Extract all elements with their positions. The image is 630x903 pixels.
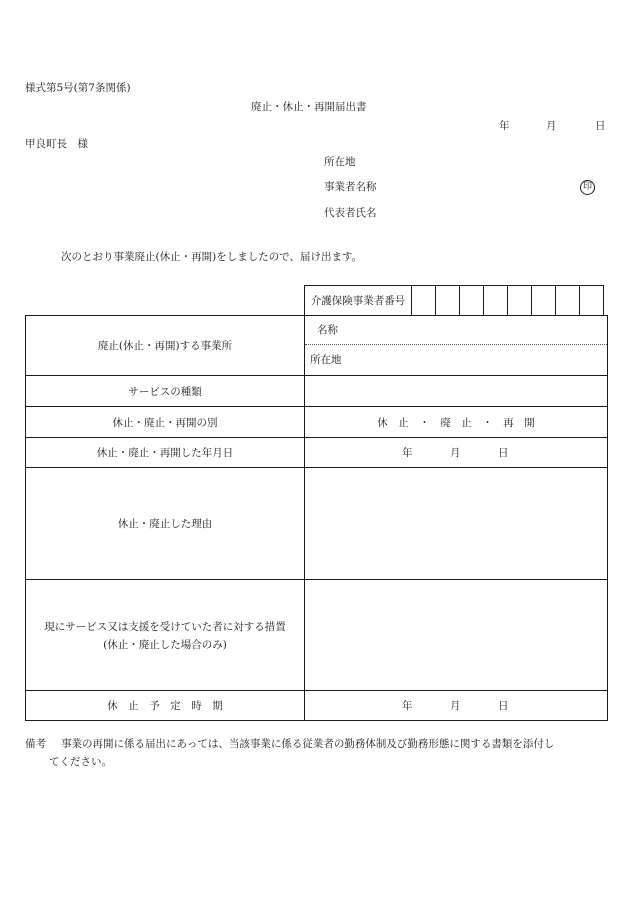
provider-number-digit[interactable] <box>460 286 484 316</box>
provider-number-digit[interactable] <box>484 286 508 316</box>
measures-label-line1: 現にサービス又は支援を受けていた者に対する措置 <box>44 620 286 633</box>
note-prefix: 備考 <box>25 738 46 750</box>
note-line1: 事業の再開に係る届出にあっては、当該事業に係る従業者の勤務体制及び勤務形態に関する書類を添付し <box>61 738 555 750</box>
office-name-label: 名称 <box>317 324 338 336</box>
applicant-representative-label: 代表者氏名 <box>324 207 377 219</box>
service-type-label: サービスの種類 <box>26 376 305 407</box>
resume-year: 年 <box>402 700 413 712</box>
seal-mark: 印 <box>580 180 595 195</box>
reason-field[interactable] <box>305 468 608 580</box>
provider-number-digit[interactable] <box>532 286 556 316</box>
office-address-field[interactable] <box>305 345 607 375</box>
applicant-address-label: 所在地 <box>324 156 356 168</box>
provider-number-label: 介護保険事業者番号 <box>305 286 412 316</box>
provider-number-digit[interactable] <box>412 286 436 316</box>
date-month: 月 <box>546 120 557 132</box>
measures-field[interactable] <box>305 580 608 691</box>
provider-number-digit[interactable] <box>436 286 460 316</box>
intro-text: 次のとおり事業廃止(休止・再開)をしましたので、届け出ます。 <box>61 251 363 263</box>
document-title: 廃止・休止・再開届出書 <box>251 101 367 113</box>
addressee: 甲良町長 様 <box>25 138 88 150</box>
resume-month: 月 <box>450 700 461 712</box>
resume-day: 日 <box>498 700 509 712</box>
provider-number-digit[interactable] <box>556 286 580 316</box>
office-name-field[interactable] <box>305 316 607 345</box>
change-date-label: 休止・廃止・再開した年月日 <box>26 438 305 468</box>
applicant-company-label: 事業者名称 <box>324 181 377 193</box>
change-date-field[interactable] <box>305 438 608 468</box>
form-table <box>25 315 608 721</box>
change-date-month: 月 <box>450 447 461 459</box>
measures-label <box>26 580 305 691</box>
category-options[interactable]: 休 止 ・ 廃 止 ・ 再 開 <box>305 407 608 438</box>
form-number: 様式第5号(第7条関係) <box>25 82 131 94</box>
resume-period-field[interactable] <box>305 691 608 721</box>
change-date-year: 年 <box>402 447 413 459</box>
note-line2: てください。 <box>49 756 112 768</box>
service-type-field[interactable] <box>305 376 608 407</box>
office-address-label: 所在地 <box>310 354 342 366</box>
measures-label-line2: (休止・廃止した場合のみ) <box>103 638 227 651</box>
reason-label: 休止・廃止した理由 <box>26 468 305 580</box>
category-label: 休止・廃止・再開の別 <box>26 407 305 438</box>
change-date-day: 日 <box>498 447 509 459</box>
office-fields <box>305 316 608 376</box>
provider-number-digit[interactable] <box>580 286 604 316</box>
date-year: 年 <box>499 120 510 132</box>
office-label: 廃止(休止・再開)する事業所 <box>26 316 305 376</box>
provider-number-digit[interactable] <box>508 286 532 316</box>
date-day: 日 <box>595 120 606 132</box>
resume-period-label: 休 止 予 定 時 期 <box>26 691 305 721</box>
provider-number-table <box>304 285 604 316</box>
